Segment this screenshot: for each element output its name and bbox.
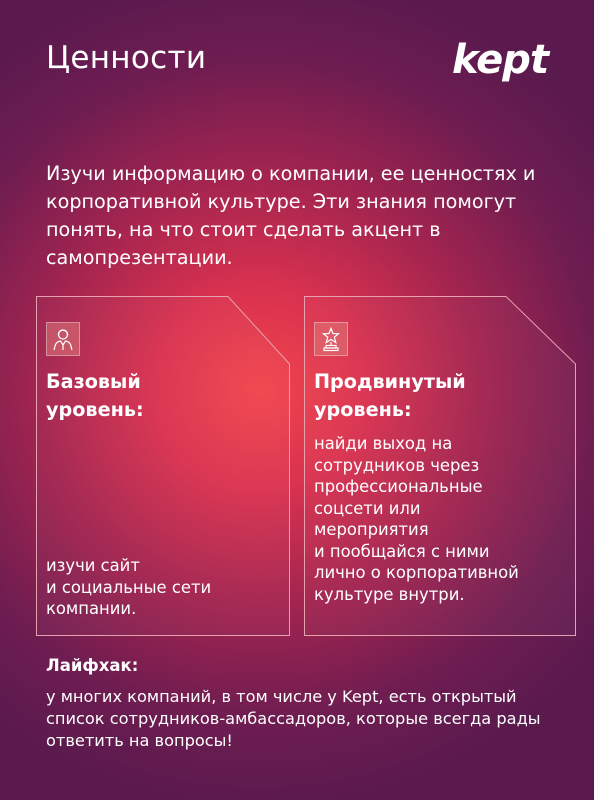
text-line: найди выход на (314, 434, 453, 453)
tip-label: Лайфхак: (46, 656, 139, 675)
page-title: Ценности (46, 40, 207, 76)
advanced-level-card (304, 296, 576, 636)
text-line: профессиональные (314, 477, 483, 496)
text-line: и социальные сети (46, 577, 212, 597)
basic-level-text (46, 555, 276, 620)
advanced-level-heading (314, 368, 466, 424)
person-icon (46, 322, 80, 356)
basic-level-heading (46, 368, 144, 424)
text-line: сотрудников через (314, 455, 480, 475)
heading-line: Продвинутый (314, 370, 466, 393)
text-line: лично о корпоративной (314, 563, 519, 582)
heading-line: уровень: (46, 398, 144, 421)
text-line: соцсети или (314, 498, 421, 518)
text-line: и пообщайся с ними (314, 541, 490, 561)
basic-level-card (36, 296, 290, 636)
text-line: мероприятия (314, 520, 429, 539)
tip-text: у многих компаний, в том числе у Kept, есть открытый список сотрудников-амбассадоров, которые всегда рады ответить на вопросы! (46, 687, 541, 750)
heading-line: Базовый (46, 370, 141, 393)
advanced-level-text (314, 433, 572, 605)
kept-logo: kept (452, 37, 549, 83)
text-line: компании. (46, 599, 137, 618)
text-line: изучи сайт (46, 556, 140, 575)
text-line: культуре внутри. (314, 584, 465, 604)
intro-text: Изучи информацию о компании, ее ценностях и корпоративной культуре. Эти знания помогут понять, на что стоит сделать акцент в самопрезентации. (46, 162, 536, 269)
star-trophy-icon (314, 322, 348, 356)
heading-line: уровень: (314, 398, 412, 421)
